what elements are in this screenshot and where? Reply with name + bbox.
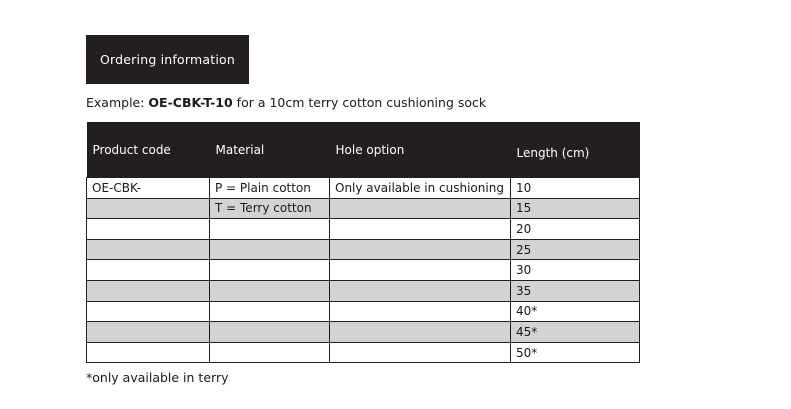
cell-material xyxy=(210,260,330,281)
cell-hole-option xyxy=(330,342,511,363)
example-code: OE-CBK-T-10 xyxy=(148,95,233,110)
table-row xyxy=(87,178,640,199)
cell-product-code xyxy=(87,322,210,343)
ordering-information-header xyxy=(86,35,249,84)
cell-length: 40* xyxy=(511,301,640,322)
cell-hole-option xyxy=(330,239,511,260)
cell-product-code xyxy=(87,280,210,301)
cell-product-code xyxy=(87,301,210,322)
table-row xyxy=(87,260,640,281)
cell-length: 15 xyxy=(511,198,640,219)
example-line xyxy=(86,94,486,112)
cell-material xyxy=(210,301,330,322)
cell-material xyxy=(210,322,330,343)
cell-hole-option xyxy=(330,198,511,219)
cell-hole-option xyxy=(330,260,511,281)
cell-product-code xyxy=(87,260,210,281)
table-row xyxy=(87,198,640,219)
cell-length: 20 xyxy=(511,219,640,240)
cell-hole-option: Only available in cushioning xyxy=(330,178,511,199)
table-row xyxy=(87,322,640,343)
cell-material xyxy=(210,219,330,240)
cell-length: 25 xyxy=(511,239,640,260)
cell-length: 45* xyxy=(511,322,640,343)
table-row xyxy=(87,219,640,240)
column-header-material: Material xyxy=(210,122,330,178)
cell-material xyxy=(210,239,330,260)
footnote: *only available in terry xyxy=(86,370,229,385)
cell-hole-option xyxy=(330,322,511,343)
example-prefix: Example: xyxy=(86,95,149,110)
cell-product-code xyxy=(87,198,210,219)
column-header-hole-option: Hole option xyxy=(330,122,511,178)
table-header-row xyxy=(87,122,640,178)
cell-hole-option xyxy=(330,219,511,240)
table-row xyxy=(87,239,640,260)
column-header-length: Length (cm) xyxy=(511,122,640,178)
header-title: Ordering information xyxy=(100,52,235,67)
cell-material xyxy=(210,342,330,363)
cell-length: 50* xyxy=(511,342,640,363)
cell-hole-option xyxy=(330,280,511,301)
example-suffix: for a 10cm terry cotton cushioning sock xyxy=(232,95,487,110)
cell-product-code xyxy=(87,342,210,363)
cell-material xyxy=(210,280,330,301)
ordering-table xyxy=(86,122,640,363)
cell-length: 10 xyxy=(511,178,640,199)
cell-product-code xyxy=(87,219,210,240)
table-row xyxy=(87,342,640,363)
cell-hole-option xyxy=(330,301,511,322)
cell-product-code xyxy=(87,239,210,260)
cell-material: P = Plain cotton xyxy=(210,178,330,199)
cell-material: T = Terry cotton xyxy=(210,198,330,219)
cell-length: 35 xyxy=(511,280,640,301)
cell-product-code: OE-CBK- xyxy=(87,178,210,199)
table-row xyxy=(87,280,640,301)
column-header-product-code: Product code xyxy=(87,122,210,178)
table-row xyxy=(87,301,640,322)
cell-length: 30 xyxy=(511,260,640,281)
